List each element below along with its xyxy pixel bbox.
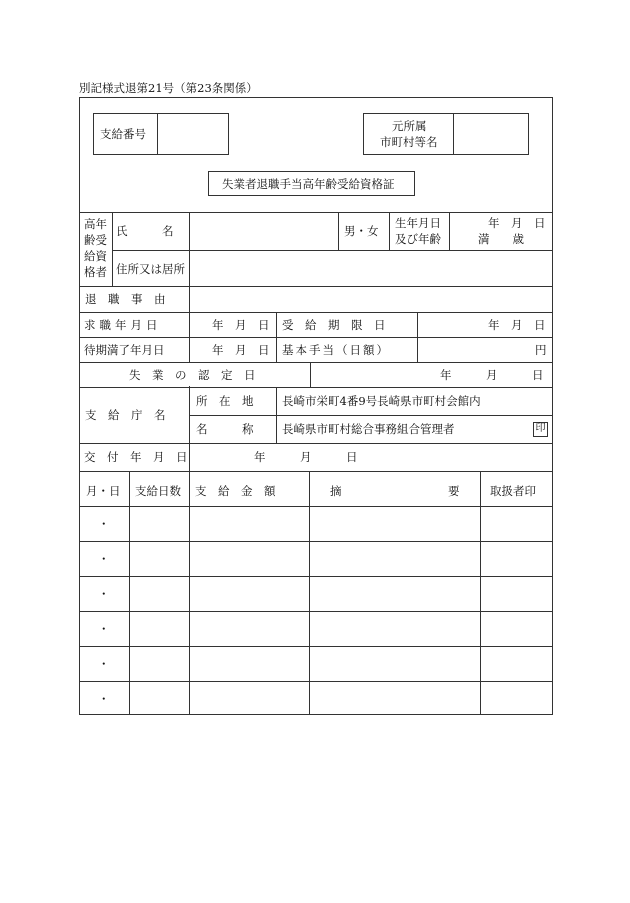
office-name-value: 長崎県市町村総合事務組合管理者 xyxy=(282,422,455,436)
retirement-reason-label: 退 職 事 由 xyxy=(85,292,166,306)
birth-label-line2: 及び年齢 xyxy=(395,232,441,246)
table-row-dot: ・ xyxy=(98,692,110,706)
payment-number-label: 支給番号 xyxy=(100,127,146,141)
unemployment-cert-label: 失 業 の 認 定 日 xyxy=(129,368,256,382)
gender-label: 男・女 xyxy=(344,224,379,238)
form-id: 別記様式退第21号（第23条関係） xyxy=(79,81,258,95)
table-row-dot: ・ xyxy=(98,517,110,531)
issue-date-label: 交 付 年 月 日 xyxy=(84,450,188,464)
office-name-label: 名 称 xyxy=(196,422,254,436)
location-value: 長崎市栄町4番9号長崎県市町村会館内 xyxy=(282,394,481,408)
address-label: 住所又は居所 xyxy=(116,262,185,276)
name-label: 氏 名 xyxy=(116,224,174,238)
table-row-dot: ・ xyxy=(98,622,110,636)
col-header-remarks-1: 摘 xyxy=(330,484,342,498)
col-header-days: 支給日数 xyxy=(135,484,181,498)
table-row-dot: ・ xyxy=(98,587,110,601)
table-row-dot: ・ xyxy=(98,552,110,566)
birth-label-line1: 生年月日 xyxy=(395,216,441,230)
birth-value-date: 年 月 日 xyxy=(488,216,546,230)
table-row-dot: ・ xyxy=(98,657,110,671)
seal-mark: 印 xyxy=(533,422,548,437)
col-header-amount: 支 給 金 額 xyxy=(195,484,276,498)
basic-allowance-yen: 円 xyxy=(535,343,547,357)
job-seek-date-label: 求職年月日 xyxy=(84,318,162,332)
prev-affiliation-line1: 元所属 xyxy=(392,119,427,133)
office-label: 支 給 庁 名 xyxy=(85,408,166,422)
col-header-handler-seal: 取扱者印 xyxy=(490,484,536,498)
job-seek-date-value: 年 月 日 xyxy=(212,318,270,332)
col-header-date: 月・日 xyxy=(86,484,121,498)
waiting-end-value: 年 月 日 xyxy=(212,343,270,357)
benefit-period-label: 受 給 期 限 日 xyxy=(282,318,386,332)
qualifier-label: 高年 齢受 給資 格者 xyxy=(84,217,107,279)
certificate-title: 失業者退職手当高年齢受給資格証 xyxy=(222,177,395,191)
issue-date-value: 年 月 日 xyxy=(254,450,358,464)
unemployment-cert-date: 年 月 日 xyxy=(440,368,544,382)
birth-value-age: 満 歳 xyxy=(478,232,524,246)
benefit-period-value: 年 月 日 xyxy=(488,318,546,332)
prev-affiliation-line2: 市町村等名 xyxy=(380,135,438,149)
basic-allowance-label: 基本手当（日額） xyxy=(282,343,390,357)
col-header-remarks-2: 要 xyxy=(448,484,460,498)
location-label: 所 在 地 xyxy=(196,394,254,408)
waiting-end-label: 待期満了年月日 xyxy=(84,343,165,357)
